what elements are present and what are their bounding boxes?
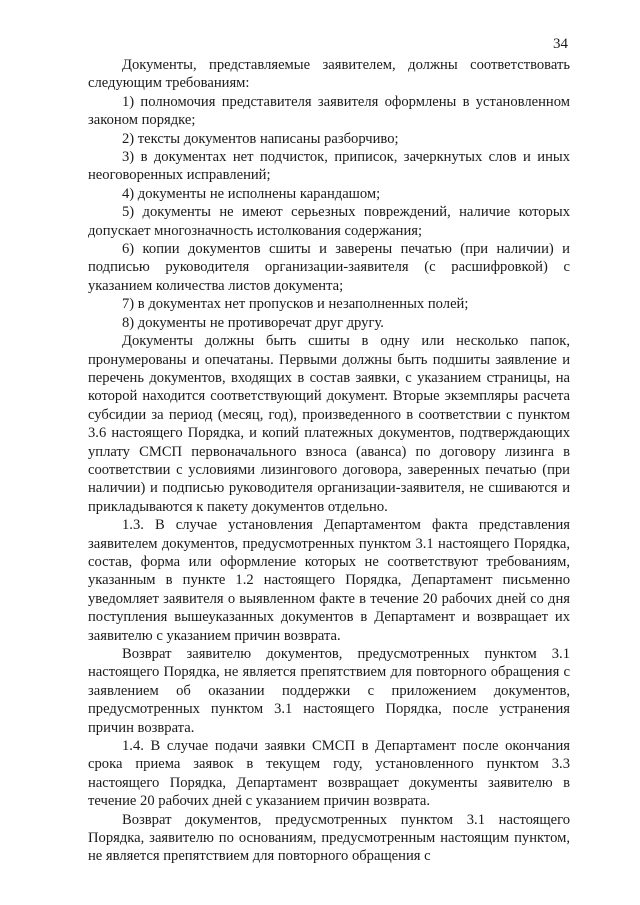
requirement-item-7: 7) в документах нет пропусков и незаполненных полей; <box>122 296 469 313</box>
requirement-item-3: 3) в документах нет подчисток, приписок, зачеркнутых слов и иных неоговоренных исправлений; <box>88 149 570 184</box>
requirement-item-6: 6) копии документов сшиты и заверены печатью (при наличии) и подписью руководителя организации-заявителя (с расшифровкой) с указанием количества листов документа; <box>88 241 570 294</box>
requirement-item-5: 5) документы не имеют серьезных повреждений, наличие которых допускает многозначность истолкования содержания; <box>88 204 570 239</box>
requirement-item-8: 8) документы не противоречат друг другу. <box>122 314 384 331</box>
final-paragraph: Возврат документов, предусмотренных пунктом 3.1 настоящего Порядка, заявителю по основаниям, предусмотренным настоящим пунктом, не является препятствием для повторного обращения с <box>88 811 570 865</box>
clause-1-4: 1.4. В случае подачи заявки СМСП в Департамент после окончания срока приема заявок в текущем году, установленного пунктом 3.3 настоящего Порядка, Департамент возвращает документы заявителю в течение 20 рабочих дней с указанием причин возврата. <box>88 738 570 810</box>
requirement-item-2: 2) тексты документов написаны разборчиво; <box>122 130 399 147</box>
page-number: 34 <box>553 36 568 52</box>
requirement-item-4: 4) документы не исполнены карандашом; <box>122 185 381 202</box>
document-body <box>88 56 570 866</box>
binding-paragraph: Документы должны быть сшиты в одну или несколько папок, пронумерованы и опечатаны. Первыми должны быть подшиты заявление и перечень документов, входящих в состав заявки, с указанием страницы, на которой находится соответствующий документ. Вторые экземпляры расчета субсидии за период (месяц, год), произведенного в соответствии с пунктом 3.6 настоящего Порядка, и копий платежных документов, подтверждающих уплату СМСП первоначального взноса (аванса) по договору лизинга в соответствии с условиями лизингового договора, заверенных печатью (при наличии) и подписью руководителя организации-заявителя, не сшиваются и прикладываются к пакету документов отдельно. <box>88 333 570 515</box>
return-paragraph: Возврат заявителю документов, предусмотренных пунктом 3.1 настоящего Порядка, не является препятствием для повторного обращения с заявлением об оказании поддержки с приложением документов, предусмотренных пунктом 3.1 настоящего Порядка, после устранения причин возврата. <box>88 646 570 736</box>
intro-paragraph: Документы, представляемые заявителем, должны соответствовать следующим требованиям: <box>88 57 570 92</box>
requirement-item-1: 1) полномочия представителя заявителя оформлены в установленном законом порядке; <box>88 93 570 129</box>
clause-1-3: 1.3. В случае установления Департаментом факта представления заявителем документов, предусмотренных пунктом 3.1 настоящего Порядка, состав, форма или оформление которых не соответствуют требованиям, указанным в пункте 1.2 настоящего Порядка, Департамент письменно уведомляет заявителя о выявленном факте в течение 20 рабочих дней со дня поступления вышеуказанных документов в Департамент и возвращает их заявителю с указанием причин возврата. <box>88 517 570 644</box>
